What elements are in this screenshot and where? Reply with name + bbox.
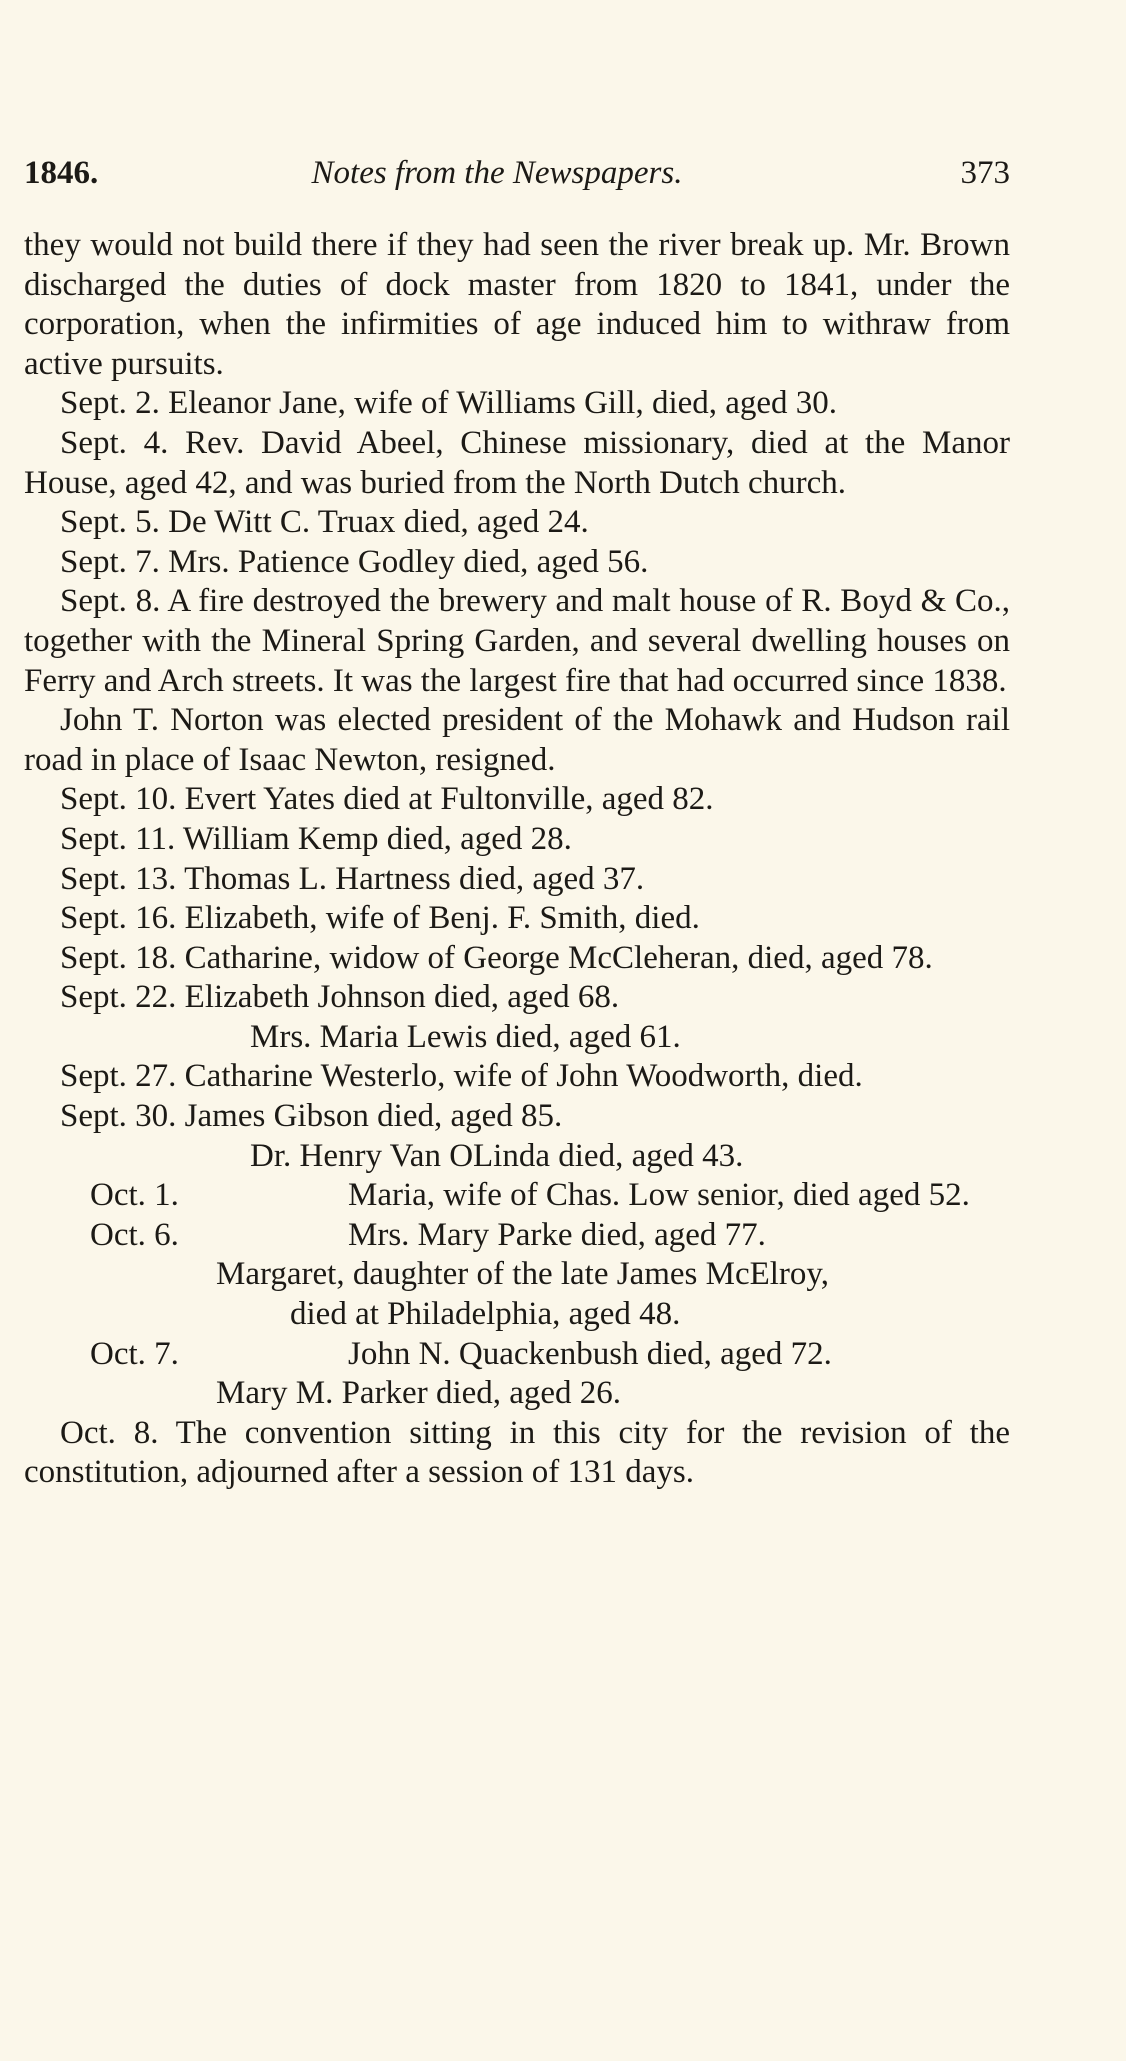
- entry-sept-13: Sept. 13. Thomas L. Hartness died, aged 37.: [60, 860, 645, 897]
- entry-oct-7-text: John N. Quackenbush died, aged 72.: [348, 1335, 832, 1372]
- entry-oct-7: [24, 1335, 1010, 1375]
- entry-oct-1-date: Oct. 1.: [90, 1177, 179, 1214]
- entry-sept-16: Sept. 16. Elizabeth, wife of Benj. F. Smith, died.: [60, 900, 700, 937]
- entry-sept-22-sub: Mrs. Maria Lewis died, aged 61.: [250, 1018, 681, 1055]
- header-title: Notes from the Newspapers.: [311, 155, 683, 191]
- entry-oct-1: [24, 1176, 1010, 1216]
- entry-norton: John T. Norton was elected president of the Mohawk and Hudson rail road in place of Isaac Newton, resigned.: [24, 702, 1010, 778]
- entry-oct-7-date: Oct. 7.: [90, 1335, 179, 1372]
- entry-sept-4: Sept. 4. Rev. David Abeel, Chinese missionary, died at the Manor House, aged 42, and was buried from the North Dutch church.: [24, 424, 1010, 501]
- entry-oct-6: [24, 1216, 1010, 1256]
- entry-oct-8: Oct. 8. The convention sitting in this city for the revision of the constitution, adjourned after a session of 131 days.: [24, 1414, 1010, 1491]
- entry-oct-7-sub: Mary M. Parker died, aged 26.: [216, 1375, 622, 1412]
- entry-sept-2: Sept. 2. Eleanor Jane, wife of Williams Gill, died, aged 30.: [60, 385, 838, 422]
- entry-sept-27: Sept. 27. Catharine Westerlo, wife of John Woodworth, died.: [60, 1058, 863, 1095]
- entry-sept-30-sub: Dr. Henry Van OLinda died, aged 43.: [250, 1137, 744, 1174]
- entry-sept-11: Sept. 11. William Kemp died, aged 28.: [60, 820, 572, 857]
- entry-sept-7: Sept. 7. Mrs. Patience Godley died, aged 56.: [60, 543, 649, 580]
- paragraph-continued: they would not build there if they had seen the river break up. Mr. Brown discharged the duties of dock master from 1820 to 1841, under the corporation, when the infirmities of age induced him to withraw from active pursuits.: [24, 227, 1010, 382]
- entry-oct-6-sub-line1: Margaret, daughter of the late James McElroy,: [216, 1256, 830, 1293]
- entry-oct-1-text: Maria, wife of Chas. Low senior, died aged 52.: [348, 1177, 970, 1214]
- entry-oct-6-sub-line2: died at Philadelphia, aged 48.: [290, 1296, 681, 1333]
- page-body: [24, 226, 1010, 1493]
- entry-oct-6-text: Mrs. Mary Parke died, aged 77.: [348, 1216, 766, 1253]
- entry-oct-6-date: Oct. 6.: [90, 1216, 179, 1253]
- header-year: 1846.: [24, 155, 99, 191]
- entry-sept-22: Sept. 22. Elizabeth Johnson died, aged 68.: [60, 979, 620, 1016]
- entry-sept-18: Sept. 18. Catharine, widow of George McCleheran, died, aged 78.: [60, 939, 933, 976]
- running-header: [24, 155, 1010, 203]
- entry-sept-10: Sept. 10. Evert Yates died at Fultonville, aged 82.: [60, 781, 714, 818]
- page-number: 373: [960, 155, 1010, 191]
- entry-sept-30: Sept. 30. James Gibson died, aged 85.: [60, 1098, 563, 1135]
- entry-sept-8: Sept. 8. A fire destroyed the brewery and malt house of R. Boyd & Co., together with the Mineral Spring Garden, and several dwelling houses on Ferry and Arch streets. It was the largest fire that had occurred since 1838.: [24, 583, 1010, 699]
- entry-sept-5: Sept. 5. De Witt C. Truax died, aged 24.: [60, 504, 589, 541]
